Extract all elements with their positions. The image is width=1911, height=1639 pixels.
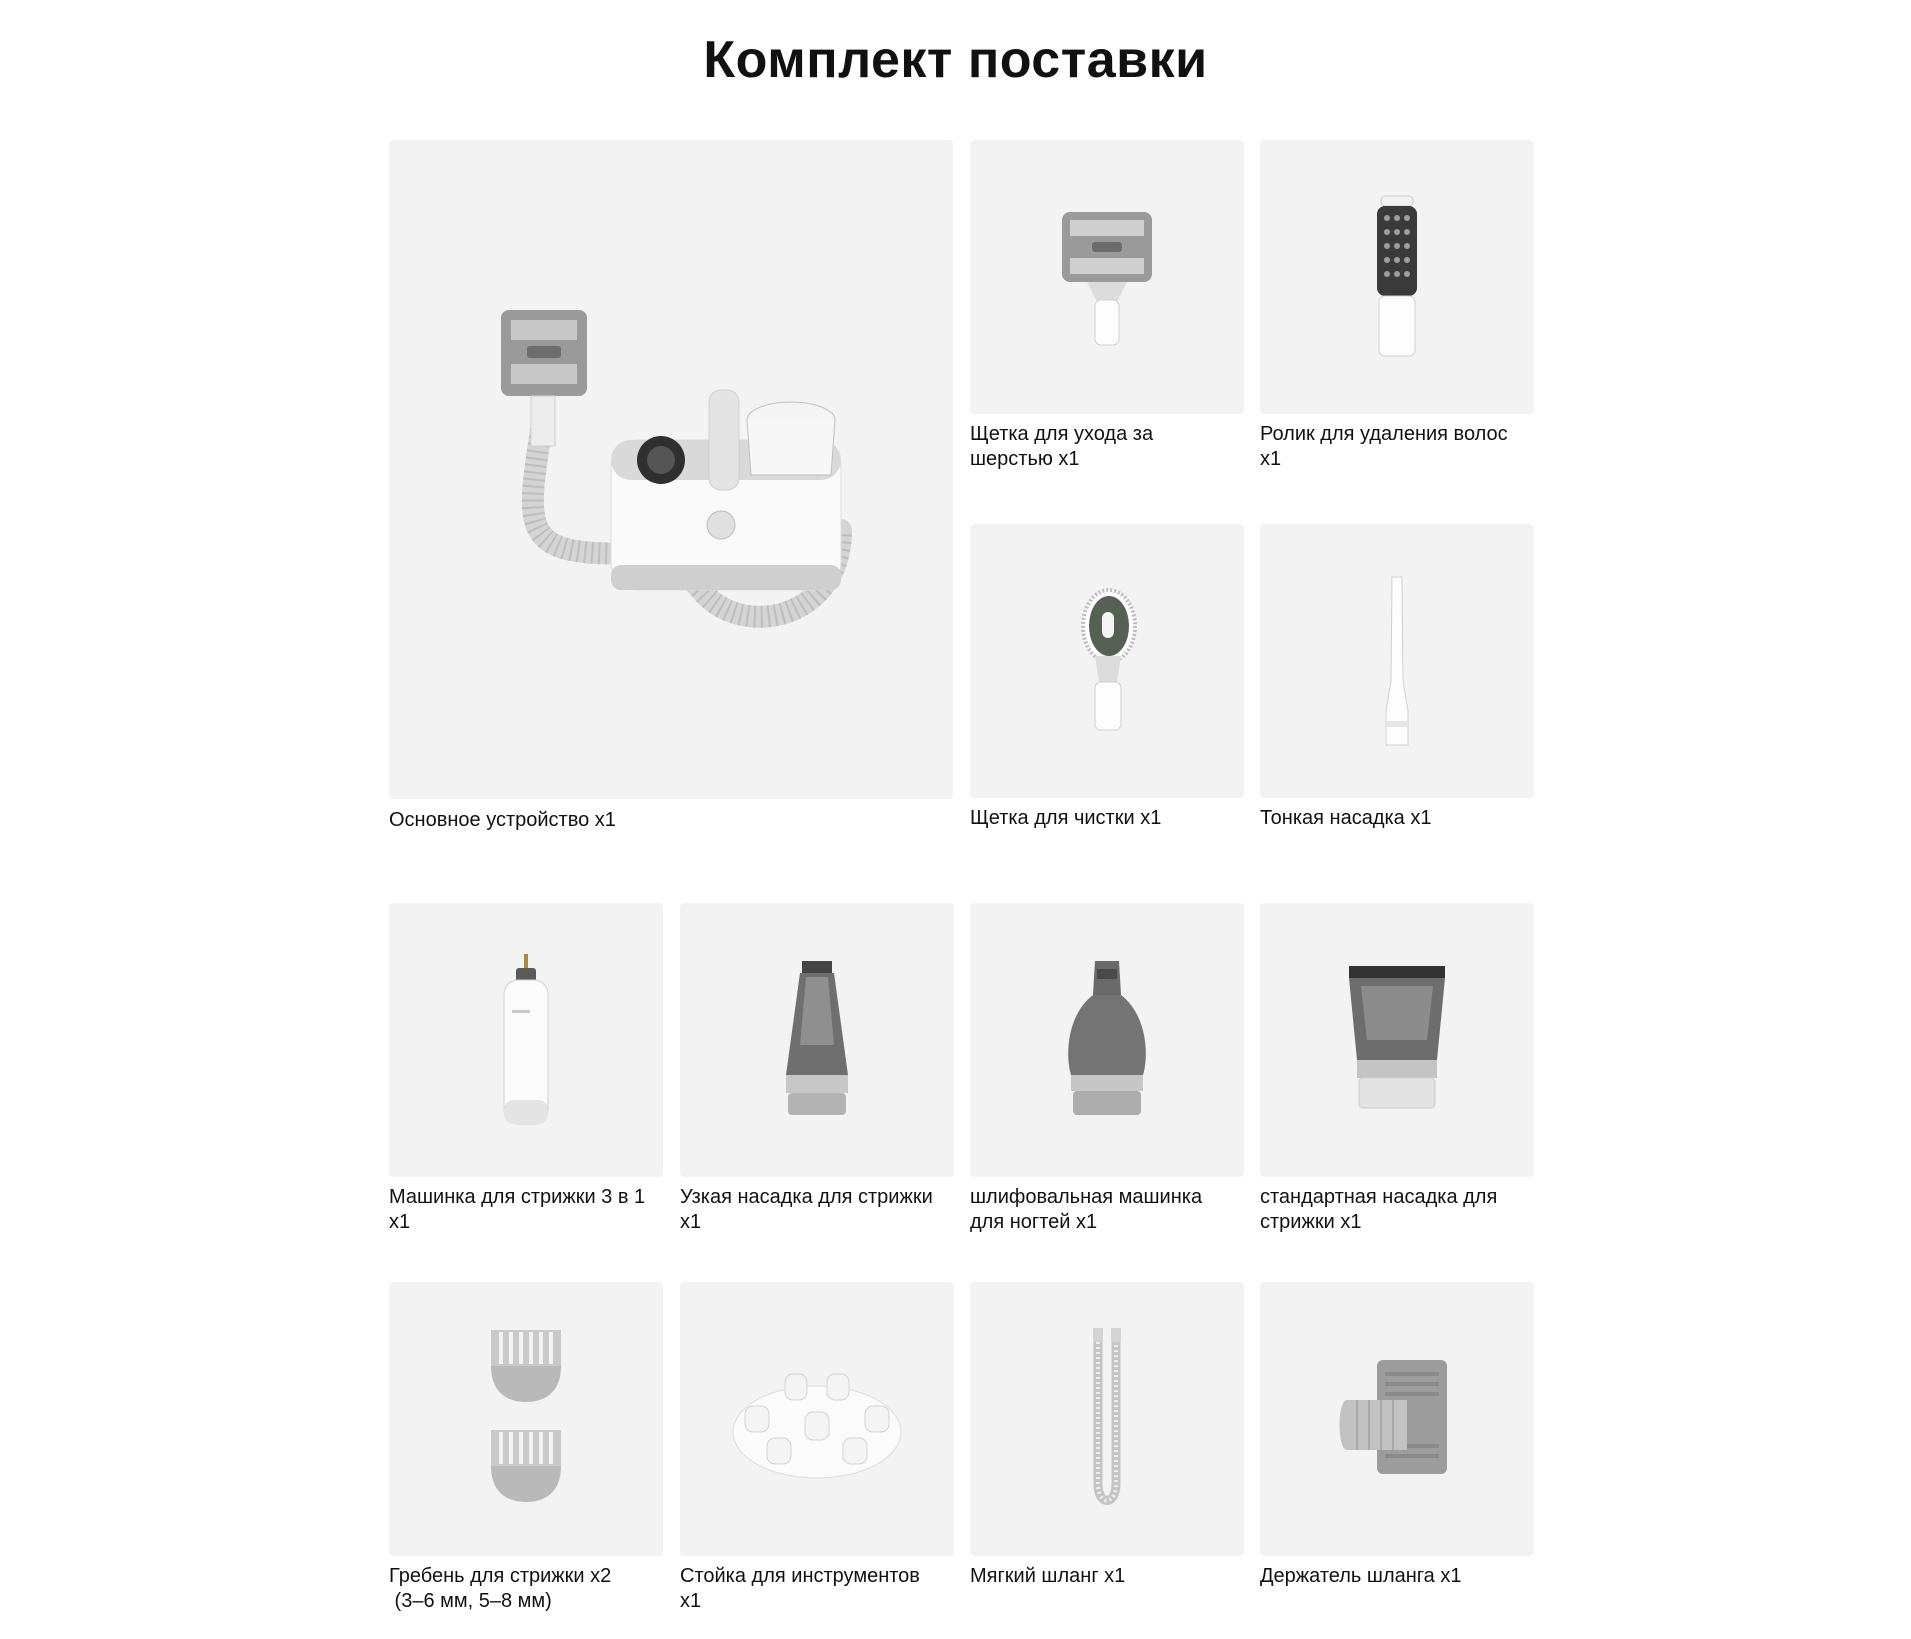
hose-holder-icon (1337, 1354, 1457, 1484)
item-image (680, 1282, 954, 1556)
item-nail-grinder (970, 903, 1244, 1243)
item-caption: Щетка для ухода за шерстью x1 (970, 423, 1154, 470)
item-main-unit (389, 140, 953, 840)
clipper-icon (486, 950, 566, 1130)
item-caption: Тонкая насадка x1 (1260, 807, 1432, 829)
guide-comb-icon (481, 1324, 571, 1514)
item-image (970, 903, 1244, 1177)
grooming-vacuum-main-unit-icon (461, 290, 881, 650)
item-image (970, 140, 1244, 414)
item-caption: Узкая насадка для стрижки x1 (680, 1186, 933, 1233)
item-caption: стандартная насадка для стрижки x1 (1260, 1186, 1498, 1233)
item-caption: Стойка для инструментов x1 (680, 1565, 920, 1612)
item-thin-nozzle (1260, 524, 1534, 844)
item-narrow-trim-head (680, 903, 954, 1243)
item-image (389, 903, 663, 1177)
item-caption: Ролик для удаления волос x1 (1260, 423, 1508, 470)
item-caption: Мягкий шланг x1 (970, 1565, 1126, 1587)
item-caption: Щетка для чистки x1 (970, 807, 1162, 829)
tool-stand-icon (727, 1354, 907, 1484)
item-guide-combs (389, 1282, 663, 1622)
cleaning-brush-icon (1057, 586, 1157, 736)
item-image (389, 1282, 663, 1556)
soft-hose-icon (1077, 1324, 1137, 1514)
item-image (1260, 1282, 1534, 1556)
grooming-brush-icon (1037, 202, 1177, 352)
item-image (970, 524, 1244, 798)
item-soft-hose (970, 1282, 1244, 1622)
item-caption: шлифовальная машинка для ногтей x1 (970, 1186, 1203, 1233)
item-grooming-brush (970, 140, 1244, 480)
item-tool-stand (680, 1282, 954, 1622)
thin-nozzle-icon (1372, 571, 1422, 751)
item-image (1260, 140, 1534, 414)
item-image (389, 140, 953, 799)
item-hose-holder (1260, 1282, 1534, 1622)
item-image (680, 903, 954, 1177)
item-image (1260, 524, 1534, 798)
item-caption: Основное устройство x1 (389, 809, 616, 831)
item-hair-roller (1260, 140, 1534, 480)
item-image (970, 1282, 1244, 1556)
nail-grinder-icon (1057, 955, 1157, 1125)
item-caption: Держатель шланга x1 (1260, 1565, 1462, 1587)
item-clipper (389, 903, 663, 1243)
item-caption: Машинка для стрижки 3 в 1 x1 (389, 1186, 646, 1233)
page-title: Комплект поставки (703, 31, 1208, 89)
item-image (1260, 903, 1534, 1177)
item-cleaning-brush (970, 524, 1244, 844)
item-standard-trim-head (1260, 903, 1534, 1243)
standard-trim-head-icon (1337, 960, 1457, 1120)
hair-roller-icon (1357, 192, 1437, 362)
narrow-trim-head-icon (772, 955, 862, 1125)
item-caption: Гребень для стрижки x2 (3–6 мм, 5–8 мм) (389, 1565, 612, 1612)
